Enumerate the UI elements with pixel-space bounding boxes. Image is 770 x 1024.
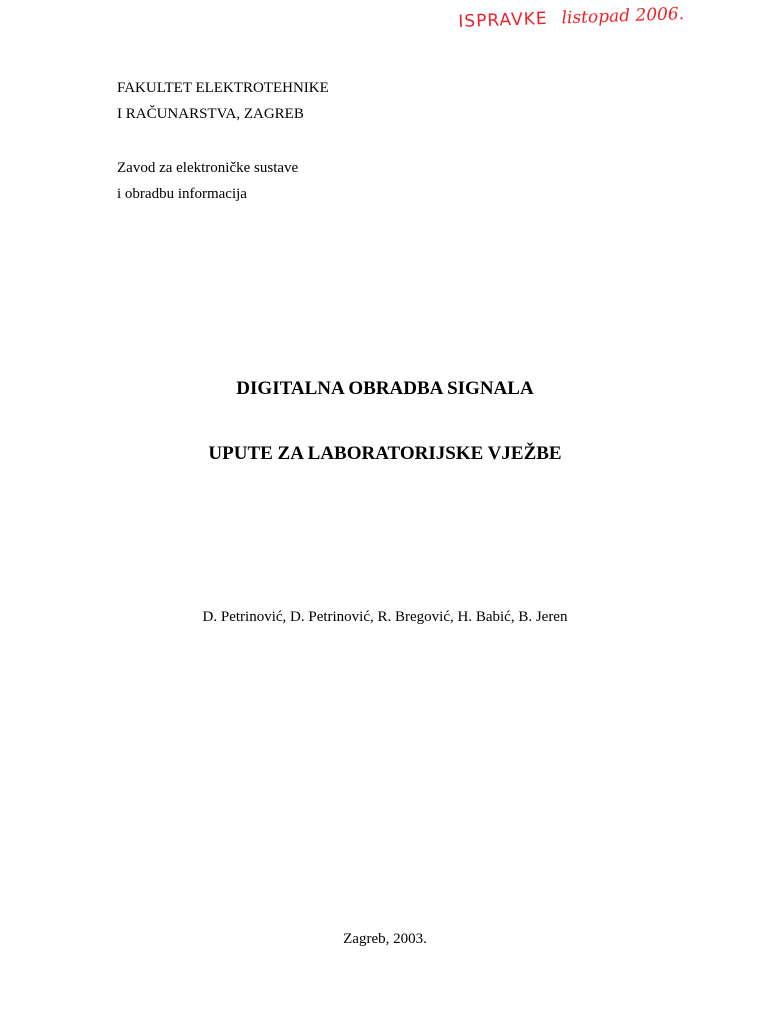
faculty-name	[117, 75, 329, 127]
faculty-line-2: I RAČUNARSTVA, ZAGREB	[117, 106, 304, 122]
document-subtitle: UPUTE ZA LABORATORIJSKE VJEŽBE	[208, 443, 562, 464]
department-line-1: Zavod za elektroničke sustave	[117, 160, 299, 176]
faculty-line-1: FAKULTET ELEKTROTEHNIKE	[117, 80, 329, 96]
annotation-date: listopad 2006.	[561, 4, 685, 29]
authors-list: D. Petrinović, D. Petrinović, R. Bregović, H. Babić, B. Jeren	[202, 609, 568, 625]
department-line-2: i obradbu informacija	[117, 186, 247, 202]
place-and-date: Zagreb, 2003.	[343, 931, 427, 947]
department-name	[117, 155, 298, 207]
annotation-corrections-label: ISPRAVKE	[458, 8, 548, 32]
document-title: DIGITALNA OBRADBA SIGNALA	[236, 378, 534, 399]
handwritten-correction-note	[458, 4, 684, 32]
